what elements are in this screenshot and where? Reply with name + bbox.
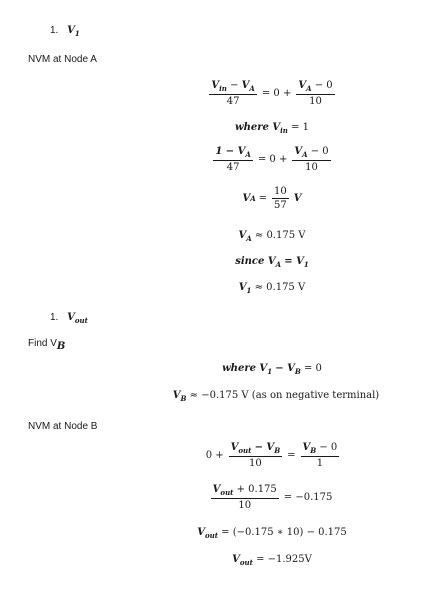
section-number: 1. [50, 25, 59, 36]
fraction: $\frac{V_A - 0}{10}$ [294, 146, 329, 173]
equation-11: $V_{out} = (-0.175$ ∗ 10) − 0.175 [197, 527, 347, 540]
fraction: $\frac{V_B - 0}{1}$ [302, 442, 338, 469]
section-variable: $V_{out}$ [67, 312, 88, 325]
fraction: $\frac{V_{out} + 0.175}{10}$ [212, 484, 277, 511]
equation-7: where $V_1 - V_B = 0$ [222, 363, 322, 376]
equation-12: $V_{out} = -1.925V$ [232, 554, 312, 567]
fraction: $\frac{V_{out} - V_B}{10}$ [230, 442, 281, 469]
nvm-node-b-heading: NVM at Node B [28, 421, 98, 432]
fraction: $\frac{V_A - 0}{10}$ [298, 80, 333, 107]
section-heading-v1 [50, 25, 80, 38]
section-number: 1. [50, 312, 59, 323]
equation-5: since $V_A = V_1$ [235, 256, 309, 269]
equation-1: $\frac{V_{in} - V_A}{47}$ = 0 + $\frac{V_A - 0}{10}$ [211, 80, 333, 107]
equation-10: $\frac{V_{out} + 0.175}{10}$ = −0.175 [212, 484, 333, 511]
fraction: $\frac{V_{in} - V_A}{47}$ [211, 80, 255, 107]
equation-4: $V_A \approx 0.175$ V [238, 230, 306, 243]
fraction: $\frac{1 - V_A}{47}$ [215, 146, 251, 173]
equation-2: $\frac{1 - V_A}{47}$ = 0 + $\frac{V_A - 0}{10}$ [215, 146, 329, 173]
equation-3: V A = $\frac{10}{57}$ V [242, 186, 302, 211]
find-vb-heading: Find $V_B$ [28, 338, 66, 352]
nvm-node-a-heading: NVM at Node A [28, 54, 97, 65]
equation-where-vin: where $V_{in} = 1$ [235, 122, 309, 135]
fraction: $\frac{10}{57}$ [274, 186, 287, 211]
section-variable: $V_1$ [67, 25, 80, 38]
equation-9: 0 + $\frac{V_{out} - V_B}{10}$ = $\frac{V_B - 0}{1}$ [205, 442, 338, 469]
equation-6: $V_1 \approx 0.175$ V [238, 282, 306, 295]
equation-8: $V_B \approx -0.175$ V (as on negative terminal) [172, 390, 380, 403]
section-heading-vout [50, 312, 88, 325]
